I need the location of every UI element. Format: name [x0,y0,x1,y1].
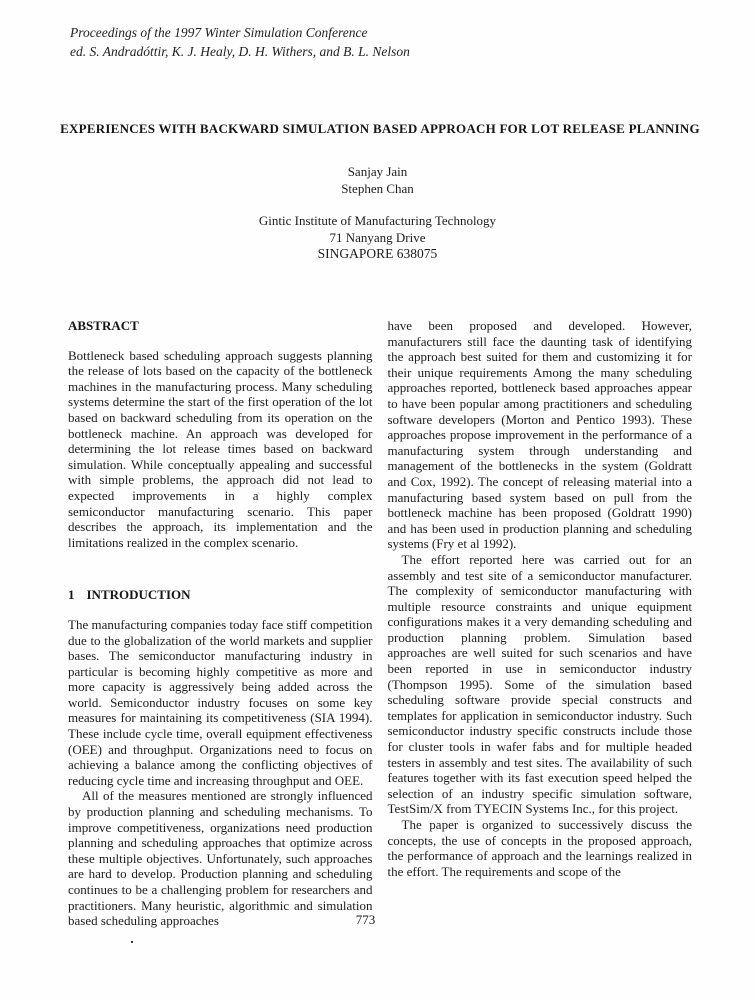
body-paragraph: The effort reported here was carried out for an assembly and test site of a semiconductor manufacturer. The complexity of semiconductor manufacturing with multiple resource constraints and unique equipment configurations makes it a very demanding scheduling and production planning problem. Simulation based approaches are well suited for such scenarios and have been reported in use in semiconductor industry (Thompson 1995). Some of the simulation based scheduling software provide special constructs and templates for application in semiconductor industry. Such semiconductor industry specific constructs include those for cluster tools in wafer fabs and for multiple headed testers in assembly and test sites. The availability of such features together with its fast execution speed helped the selection of an industry specific simulation software, TestSim/X from TYECIN Systems Inc., for this project. [387,551,692,817]
left-column [68,318,373,929]
proceedings-title-line: Proceedings of the 1997 Winter Simulation Conference [70,25,368,40]
section-title: INTRODUCTION [86,587,191,603]
proceedings-header [70,24,410,61]
page-number: 773 [355,912,376,927]
affiliation-city: SINGAPORE 638075 [317,246,438,261]
introduction-heading [68,587,373,603]
introduction-paragraph: All of the measures mentioned are strongly influenced by production planning and scheduling mechanisms. To improve competitiveness, organizations need production planning and scheduling approaches that optimize across these multiple objectives. Unfortunately, such approaches are hard to develop. Production planning and scheduling continues to be a challenging problem for researchers and practitioners. Many heuristic, algorithmic and simulation based scheduling approaches [68,788,373,929]
introduction-paragraph: The manufacturing companies today face stiff competition due to the globalization of the world markets and supplier bases. The semiconductor manufacturing industry in particular is becoming highly competitive as more and more capacity is aggressively being added across the world. Semiconductor industry focuses on some key measures for maintaining its competitiveness (SIA 1994). These include cycle time, overall equipment effectiveness (OEE) and throughput. Organizations need to focus on achieving a balance among the conflicting objectives of reducing cycle time and increasing throughput and OEE. [68,616,373,788]
author-block [0,164,755,197]
affiliation-block [0,213,755,263]
author-name: Sanjay Jain [347,164,408,179]
paper-title: EXPERIENCES WITH BACKWARD SIMULATION BASED APPROACH FOR LOT RELEASE PLANNING [60,121,700,136]
affiliation-institute: Gintic Institute of Manufacturing Technology [258,213,497,228]
right-column [388,318,693,929]
abstract-heading: ABSTRACT [68,318,139,333]
editors-line: ed. S. Andradóttir, K. J. Healy, D. H. Withers, and B. L. Nelson [70,43,410,59]
author-name: Stephen Chan [341,180,414,196]
two-column-body [68,318,692,929]
abstract-paragraph: Bottleneck based scheduling approach suggests planning the release of lots based on the capacity of the bottleneck machines in the manufacturing process. Many scheduling systems determine the start of the first operation of the lot based on backward scheduling from its operation on the bottleneck machine. An approach was developed for determining the lot release times based on backward simulation. While conceptually appealing and successful with simple problems, the approach did not lead to expected improvements in a highly complex semiconductor manufacturing scenario. This paper describes the approach, its implementation and the limitations realized in the complex scenario. [68,347,373,550]
affiliation-street: 71 Nanyang Drive [329,229,426,245]
section-number: 1 [68,587,75,603]
body-paragraph: The paper is organized to successively discuss the concepts, the use of concepts in the proposed approach, the performance of approach and the learnings realized in the effort. The requirements and scope of the [387,817,692,879]
body-paragraph: have been proposed and developed. However, manufacturers still face the daunting task of identifying the approach best suited for them and customizing it for their unique requirements Among the many scheduling approaches reported, bottleneck based approaches appear to have been popular among practitioners and scheduling software developers (Morton and Pentico 1993). These approaches propose improvement in the performance of a manufacturing system through understanding and management of the bottlenecks in the system (Goldratt and Cox, 1992). The concept of releasing material into a manufacturing based system based on pull from the bottleneck machine has been proposed (Goldratt 1990) and has been used in production planning and scheduling systems (Fry et al 1992). [387,318,692,552]
scan-artifact-dot [131,941,133,943]
